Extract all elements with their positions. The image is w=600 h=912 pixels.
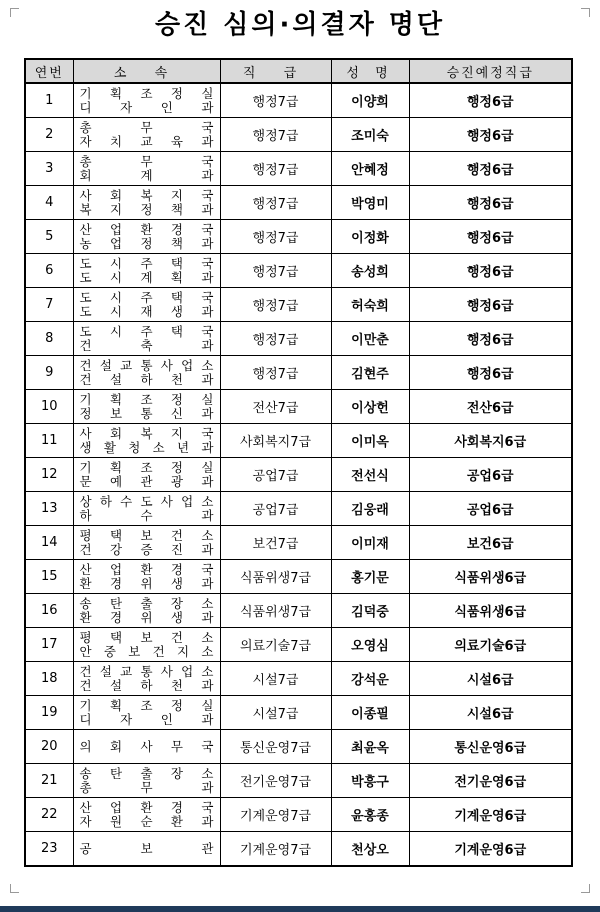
dept-line: 환 경 위 생 과: [79, 609, 214, 625]
dept-line: 디 자 인 과: [79, 99, 214, 115]
cell-name: 이종필: [331, 696, 409, 730]
cell-grade: 행정7급: [220, 118, 331, 152]
cell-promo: 기계운영6급: [409, 798, 572, 832]
dept-line: 도 시 주 택 국: [79, 323, 214, 339]
cell-dept: [73, 220, 220, 254]
dept-line: 자 원 순 환 과: [79, 813, 214, 829]
crop-mark-bottom-right: [581, 884, 590, 893]
dept-line: 산 업 환 경 국: [79, 561, 214, 577]
cell-dept: [73, 152, 220, 186]
dept-line: 송 탄 출 장 소: [79, 765, 214, 781]
dept-line: 환 경 위 생 과: [79, 575, 214, 591]
dept-line: 총 무 국: [79, 119, 214, 135]
cell-dept: [73, 186, 220, 220]
cell-dept: [73, 83, 220, 118]
cell-dept: [73, 696, 220, 730]
cell-no: 17: [25, 628, 73, 662]
dept-line: 도 시 주 택 국: [79, 289, 214, 305]
cell-promo: 전산6급: [409, 390, 572, 424]
dept-line: 사 회 복 지 국: [79, 187, 214, 203]
table-row: [25, 492, 572, 526]
cell-dept: [73, 764, 220, 798]
table-row: [25, 220, 572, 254]
dept-line: 디 자 인 과: [79, 711, 214, 727]
cell-no: 3: [25, 152, 73, 186]
dept-line: 기 획 조 정 실: [79, 391, 214, 407]
dept-line: 산 업 환 경 국: [79, 799, 214, 815]
cell-name: 이정화: [331, 220, 409, 254]
cell-promo: 보건6급: [409, 526, 572, 560]
cell-promo: 공업6급: [409, 492, 572, 526]
cell-grade: 통신운영7급: [220, 730, 331, 764]
cell-no: 19: [25, 696, 73, 730]
cell-dept: [73, 628, 220, 662]
cell-grade: 전산7급: [220, 390, 331, 424]
cell-no: 8: [25, 322, 73, 356]
table-row: [25, 356, 572, 390]
cell-dept: [73, 560, 220, 594]
cell-no: 4: [25, 186, 73, 220]
cell-grade: 공업7급: [220, 492, 331, 526]
dept-line: 정 보 통 신 과: [79, 405, 214, 421]
cell-promo: 행정6급: [409, 356, 572, 390]
dept-line: 농 업 정 책 과: [79, 235, 214, 251]
cell-no: 23: [25, 832, 73, 867]
page-title: 승진 심의·의결자 명단: [154, 10, 446, 40]
cell-no: 10: [25, 390, 73, 424]
cell-name: 김웅래: [331, 492, 409, 526]
cell-name: 홍기문: [331, 560, 409, 594]
cell-dept: [73, 390, 220, 424]
cell-grade: 행정7급: [220, 254, 331, 288]
cell-grade: 행정7급: [220, 186, 331, 220]
dept-line: 건 강 증 진 과: [79, 541, 214, 557]
cell-no: 2: [25, 118, 73, 152]
cell-grade: 전기운영7급: [220, 764, 331, 798]
header-no: 연번: [25, 59, 73, 83]
cell-dept: [73, 832, 220, 867]
header-grade-label: 직 급: [242, 65, 309, 81]
table-row: [25, 254, 572, 288]
cell-name: 조미숙: [331, 118, 409, 152]
table-row: [25, 322, 572, 356]
cell-dept: [73, 526, 220, 560]
cell-promo: 기계운영6급: [409, 832, 572, 867]
cell-promo: 식품위생6급: [409, 594, 572, 628]
cell-promo: 행정6급: [409, 83, 572, 118]
crop-mark-bottom-left: [10, 884, 19, 893]
cell-grade: 기계운영7급: [220, 798, 331, 832]
table-row: [25, 832, 572, 867]
header-name-label: 성 명: [346, 65, 394, 81]
cell-grade: 시설7급: [220, 696, 331, 730]
cell-grade: 식품위생7급: [220, 560, 331, 594]
dept-line: 평 택 보 건 소: [79, 629, 214, 645]
cell-no: 22: [25, 798, 73, 832]
table-row: [25, 288, 572, 322]
cell-grade: 보건7급: [220, 526, 331, 560]
cell-no: 6: [25, 254, 73, 288]
cell-no: 13: [25, 492, 73, 526]
cell-dept: [73, 458, 220, 492]
cell-promo: 식품위생6급: [409, 560, 572, 594]
cell-no: 9: [25, 356, 73, 390]
cell-dept: [73, 118, 220, 152]
dept-line: 복 지 정 책 과: [79, 201, 214, 217]
cell-grade: 공업7급: [220, 458, 331, 492]
cell-name: 강석운: [331, 662, 409, 696]
cell-no: 18: [25, 662, 73, 696]
dept-line: 송 탄 출 장 소: [79, 595, 214, 611]
cell-promo: 행정6급: [409, 152, 572, 186]
cell-grade: 의료기술7급: [220, 628, 331, 662]
table-row: [25, 662, 572, 696]
cell-dept: [73, 594, 220, 628]
cell-dept: [73, 356, 220, 390]
cell-promo: 시설6급: [409, 662, 572, 696]
cell-grade: 사회복지7급: [220, 424, 331, 458]
dept-line: 총 무 과: [79, 779, 214, 795]
table-row: [25, 152, 572, 186]
dept-line: 건 설 교 통 사 업 소: [79, 357, 214, 373]
table-row: [25, 526, 572, 560]
cell-no: 11: [25, 424, 73, 458]
cell-no: 1: [25, 83, 73, 118]
dept-line: 자 치 교 육 과: [79, 133, 214, 149]
cell-dept: [73, 288, 220, 322]
dept-line: 도 시 계 획 과: [79, 269, 214, 285]
cell-name: 이만춘: [331, 322, 409, 356]
cell-grade: 행정7급: [220, 356, 331, 390]
cell-dept: [73, 662, 220, 696]
cell-promo: 시설6급: [409, 696, 572, 730]
cell-grade: 식품위생7급: [220, 594, 331, 628]
cell-name: 천상오: [331, 832, 409, 867]
table-row: [25, 118, 572, 152]
cell-dept: [73, 492, 220, 526]
cell-promo: 통신운영6급: [409, 730, 572, 764]
cell-dept: [73, 424, 220, 458]
cell-promo: 전기운영6급: [409, 764, 572, 798]
cell-no: 15: [25, 560, 73, 594]
cell-no: 21: [25, 764, 73, 798]
cell-name: 안혜정: [331, 152, 409, 186]
cell-name: 박영미: [331, 186, 409, 220]
dept-line: 평 택 보 건 소: [79, 527, 214, 543]
dept-line: 산 업 환 경 국: [79, 221, 214, 237]
cell-grade: 행정7급: [220, 152, 331, 186]
dept-line: 문 예 관 광 과: [79, 473, 214, 489]
dept-line: 기 획 조 정 실: [79, 85, 214, 101]
dept-line: 생 활 청 소 년 과: [79, 439, 214, 455]
table-row: [25, 83, 572, 118]
cell-promo: 의료기술6급: [409, 628, 572, 662]
cell-grade: 행정7급: [220, 322, 331, 356]
cell-no: 20: [25, 730, 73, 764]
dept-line: 건 설 하 천 과: [79, 371, 214, 387]
cell-promo: 행정6급: [409, 322, 572, 356]
cell-promo: 행정6급: [409, 254, 572, 288]
table-row: [25, 764, 572, 798]
table-row: [25, 594, 572, 628]
cell-grade: 기계운영7급: [220, 832, 331, 867]
cell-grade: 행정7급: [220, 83, 331, 118]
dept-line: 의 회 사 무 국: [79, 738, 214, 754]
cell-name: 이양희: [331, 83, 409, 118]
table-row: [25, 424, 572, 458]
header-dept-label: 소 속: [113, 65, 180, 81]
cell-promo: 사회복지6급: [409, 424, 572, 458]
dept-line: 기 획 조 정 실: [79, 697, 214, 713]
dept-line: 건 설 교 통 사 업 소: [79, 663, 214, 679]
cell-name: 이미재: [331, 526, 409, 560]
dept-line: 공 보 관: [79, 840, 214, 856]
table-row: [25, 798, 572, 832]
dept-line: 기 획 조 정 실: [79, 459, 214, 475]
dept-line: 도 시 주 택 국: [79, 255, 214, 271]
cell-name: 허숙희: [331, 288, 409, 322]
dept-line: 회 계 과: [79, 167, 214, 183]
dept-line: 도 시 재 생 과: [79, 303, 214, 319]
cell-promo: 행정6급: [409, 288, 572, 322]
cell-no: 5: [25, 220, 73, 254]
cell-grade: 시설7급: [220, 662, 331, 696]
cell-dept: [73, 730, 220, 764]
cell-promo: 행정6급: [409, 220, 572, 254]
cell-promo: 행정6급: [409, 118, 572, 152]
header-dept: [73, 59, 220, 83]
dept-line: 건 축 과: [79, 337, 214, 353]
cell-promo: 공업6급: [409, 458, 572, 492]
cell-dept: [73, 322, 220, 356]
cell-name: 송성희: [331, 254, 409, 288]
dept-line: 건 설 하 천 과: [79, 677, 214, 693]
cell-name: 이상헌: [331, 390, 409, 424]
table-row: [25, 696, 572, 730]
cell-name: 오영심: [331, 628, 409, 662]
cell-no: 12: [25, 458, 73, 492]
dept-line: 상 하 수 도 사 업 소: [79, 493, 214, 509]
cell-name: 김현주: [331, 356, 409, 390]
dept-line: 안 중 보 건 지 소: [79, 643, 214, 659]
cell-no: 7: [25, 288, 73, 322]
cell-dept: [73, 798, 220, 832]
table-header-row: [25, 59, 572, 83]
table-row: [25, 628, 572, 662]
cell-promo: 행정6급: [409, 186, 572, 220]
bottom-bar: [0, 906, 600, 912]
cell-name: 전선식: [331, 458, 409, 492]
cell-name: 최윤옥: [331, 730, 409, 764]
dept-line: 사 회 복 지 국: [79, 425, 214, 441]
promotion-roster-table: [24, 58, 573, 867]
header-grade: [220, 59, 331, 83]
cell-no: 16: [25, 594, 73, 628]
cell-name: 김덕중: [331, 594, 409, 628]
header-name: [331, 59, 409, 83]
cell-grade: 행정7급: [220, 220, 331, 254]
header-promo: 승진예정직급: [409, 59, 572, 83]
table-row: [25, 458, 572, 492]
table-row: [25, 560, 572, 594]
cell-dept: [73, 254, 220, 288]
cell-name: 박흥구: [331, 764, 409, 798]
dept-line: 총 무 국: [79, 153, 214, 169]
dept-line: 하 수 과: [79, 507, 214, 523]
cell-no: 14: [25, 526, 73, 560]
cell-name: 윤홍종: [331, 798, 409, 832]
cell-grade: 행정7급: [220, 288, 331, 322]
table-row: [25, 730, 572, 764]
table-row: [25, 186, 572, 220]
cell-name: 이미옥: [331, 424, 409, 458]
table-row: [25, 390, 572, 424]
